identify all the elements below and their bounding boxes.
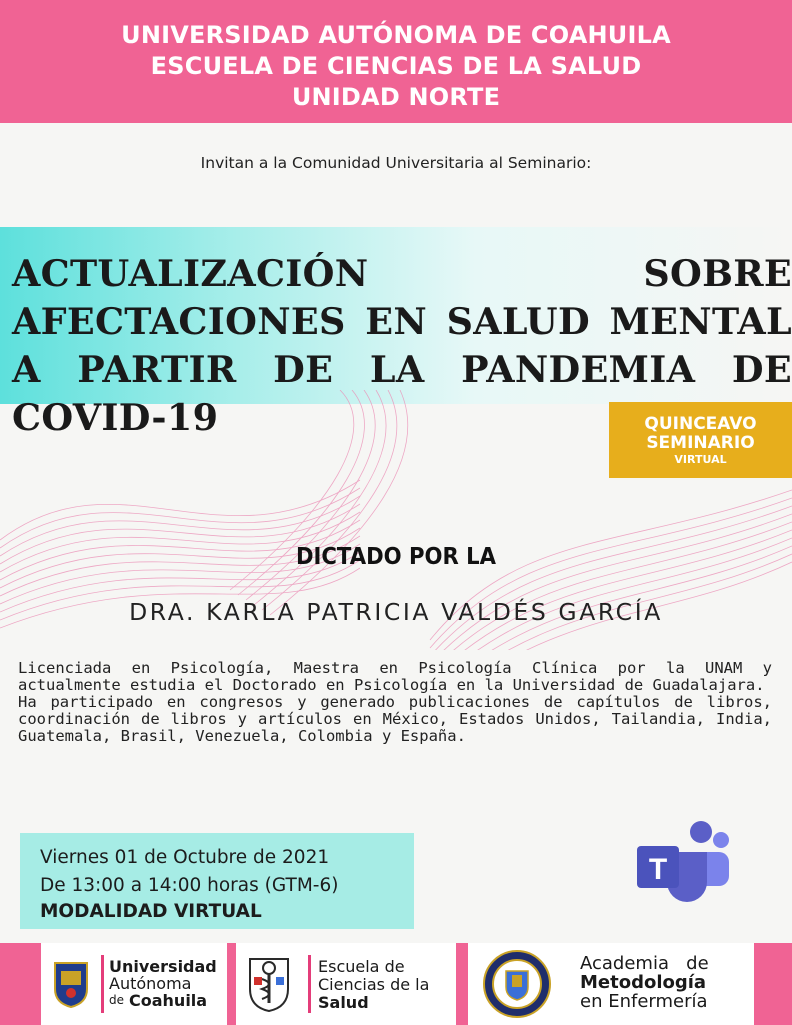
badge-line3: VIRTUAL: [674, 453, 727, 466]
badge-line2: SEMINARIO: [646, 433, 755, 453]
seminar-title: ACTUALIZACIÓN SOBRE AFECTACIONES EN SALUD MENTAL A PARTIR DE LA PANDEMIA DE COVID-19: [12, 252, 792, 439]
badge-line1: QUINCEAVO: [644, 414, 757, 434]
speaker-intro: DICTADO POR LA: [295, 544, 497, 570]
header-unit: UNIDAD NORTE: [291, 83, 501, 111]
event-details: [20, 833, 414, 929]
header-university: UNIVERSIDAD AUTÓNOMA DE COAHUILA: [121, 21, 671, 49]
ecs-line1: Escuela de: [318, 957, 405, 976]
uadec-line2: Autónoma: [109, 974, 192, 993]
uadec-line1: Universidad: [109, 957, 217, 976]
speaker-bio: [18, 660, 772, 745]
header-school: ESCUELA DE CIENCIAS DE LA SALUD: [150, 52, 642, 80]
event-mode: MODALIDAD VIRTUAL: [40, 901, 262, 922]
svg-text:T: T: [648, 853, 668, 886]
ecs-caduceus-logo: [244, 955, 294, 1013]
invitation-text: Invitan a la Comunidad Universitaria al Seminario:: [200, 154, 592, 172]
uadec-line3a: de: [109, 993, 124, 1007]
footer-banner: [0, 943, 792, 1025]
speaker-name: DRA. KARLA PATRICIA VALDÉS GARCÍA: [129, 598, 663, 626]
academia-line1: Academia de: [580, 953, 709, 974]
academia-seal-logo: [482, 949, 552, 1019]
header-banner: [0, 0, 792, 123]
ecs-logo-block: [236, 943, 456, 1025]
teams-icon: [637, 818, 729, 904]
ecs-line3: Salud: [318, 993, 369, 1012]
ecs-line2: Ciencias de la: [318, 975, 430, 994]
uadec-seal-logo: [51, 959, 91, 1009]
event-date: Viernes 01 de Octubre de 2021: [40, 847, 330, 868]
bio-paragraph-1: Licenciada en Psicología, Maestra en Psicología Clínica por la UNAM y actualmente estudia el Doctorado en Psicología en la Universidad de Guadalajara.: [18, 659, 772, 694]
academia-line2: Metodología: [580, 972, 707, 993]
uadec-logo-block: [41, 943, 227, 1025]
academia-line3: en Enfermería: [580, 991, 708, 1012]
seminar-badge: [609, 402, 792, 478]
bio-paragraph-2: Ha participado en congresos y generado publicaciones de capítulos de libros, coordinación de libros y artículos en México, Estados Unidos, Tailandia, India, Guatemala, Brasil, Venezuela, Colombia y España.: [18, 693, 772, 745]
event-time: De 13:00 a 14:00 horas (GTM-6): [40, 875, 339, 896]
academia-logo-block: [468, 943, 754, 1025]
uadec-line3b: Coahuila: [129, 991, 208, 1010]
